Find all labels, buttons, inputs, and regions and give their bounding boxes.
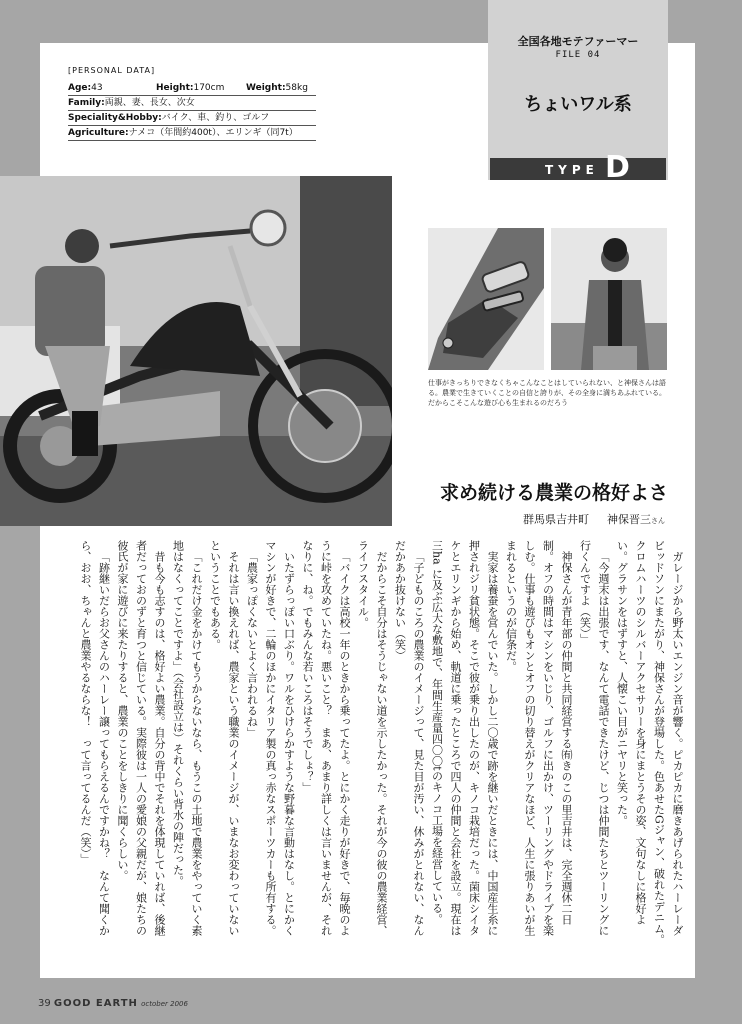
age-label: Age: — [68, 83, 92, 93]
agriculture-label: Agriculture: — [68, 128, 129, 138]
body-paragraph: 神保さんが青年部の仲間と共同経営する㈲きのこの里吉井は、完全週休二日制。オフの時間はマシンをいじり、ゴルフに出かけ、ツーリングやドライブを楽しむ。仕事も遊びもオンとオフの切り替えがクリアなほど、人生に張りあいが生まれるというのが信条だ。 — [504, 540, 573, 936]
category-title: ちょいワル系 — [524, 94, 632, 115]
motorcycle-photo-illustration — [0, 176, 392, 526]
page-footer — [38, 998, 188, 1009]
personal-data-row-hobby — [68, 111, 316, 126]
byline-name: 神保晋三 — [607, 513, 651, 526]
type-letter: D — [605, 150, 630, 185]
body-paragraph: 「跡継いだらお父さんのハーレー譲ってもらえるんですかね？ なんて聞くから、おお、ちゃんと農業やるならな！ って言ってるんだ（笑）」 — [79, 540, 111, 936]
byline-honorific: さん — [651, 517, 665, 525]
personal-data-row-family — [68, 96, 316, 111]
body-paragraph: 「子どものころの農業のイメージって、見た目が汚い、休みがとれない、なんだかあか抜けない（笑） — [393, 540, 425, 936]
main-photo-motorcycle — [0, 176, 392, 526]
article-headline: 求め続ける農業の格好よさ — [439, 482, 668, 504]
personal-data-row-body — [68, 81, 316, 96]
personal-data-row-agriculture — [68, 126, 316, 141]
magazine-name: GOOD EARTH — [53, 998, 138, 1009]
file-number: FILE 04 — [555, 50, 601, 60]
personal-data-box — [68, 66, 316, 141]
body-paragraph: 「これだけ金をかけてもうからないなら、もうこの土地で農業をやっていく素地はなくってことですよ」（会社設立は）それくらい背水の陣だった。 — [171, 540, 203, 936]
body-paragraph: 実家は養蚕を営んでいた。しかし二〇歳で跡を継いだときには、中国産生糸に押されジリ貧状態。そこで彼が乗り出したのが、キノコ栽培だった。菌床シイタケとエリンギから始め、軌道に乗ったところで四人の仲間と会社を設立。現在は三ha に及ぶ広大な敷地で、年間生産量四〇〇tのキノコ工場を経営している。 — [430, 540, 499, 936]
bracelet-photo-illustration — [428, 228, 544, 370]
body-paragraph: 「今週末は出張です、なんて電話できたけど、じつは仲間たちとツーリングに行くんですよ（笑）」 — [578, 540, 610, 936]
hobby-label: Speciality&Hobby: — [68, 113, 162, 123]
photo-caption: 仕事がきっちりできなくちゃこんなことはしていられない、と神保さんは語る。農業で生きていくことの自信と誇りが、その全身に満ちあふれている。だからこそこんな遊び心も生まれるのだろう — [428, 379, 666, 407]
height-value: 170cm — [193, 83, 225, 93]
age-value: 43 — [91, 83, 103, 93]
byline-location: 群馬県吉井町 — [523, 513, 589, 526]
hobby-value: バイク、車、釣り、ゴルフ — [161, 113, 270, 123]
body-paragraph: 「バイクは高校一年のときから乗ってたよ。とにかく走りが好きで、毎晩のように峠を攻めていたね。悪いこと？ まあ、あまり詳しくは言いませんが、それなりに、ね。でもみんな若いころはそうでしょ？」 — [301, 540, 351, 936]
body-paragraph: それは言い換えれば、農家という職業のイメージが、いまなお変わっていないということでもある。 — [208, 540, 240, 936]
series-name: 全国各地モテファーマー — [517, 35, 639, 48]
body-paragraph: 昔も今も志すのは、格好よい農業。自分の背中でそれを体現していれば、後継者だっておのずと育つと信じている。実際彼は一人の愛娘の父親だが、娘たちの彼氏が家に遊びに来たりすると、農業のことをしきりに聞くらしい。 — [116, 540, 166, 936]
personal-data-heading: [PERSONAL DATA] — [68, 66, 156, 75]
body-paragraph: 「農家っぽくないとよく言われるね」 — [245, 551, 259, 738]
weight-label: Weight: — [246, 83, 286, 93]
family-value: 両親、妻、長女、次女 — [104, 98, 195, 108]
byline-spacer — [593, 513, 604, 526]
body-paragraph: いたずらっぽい口ぶり。ワルをひけらかすような野暮な言動はなし。とにかくマシンが好きで、二輪のほかにイタリア製の真っ赤なスポーツカーも所有する。 — [264, 540, 296, 936]
body-paragraph: ガレージから野太いエンジン音が響く。ピカピカに磨きあげられたハーレーダビッドソンにまたがり、神保さんが登場した。色あせたGジャン、破れたデニム。クロムハーツのシルバーアクセサリーを身にまとうその姿、文句なしに格好よい。グラサンをはずすと、人懐こい目がニヤリと笑った。 — [615, 540, 684, 945]
agriculture-value: ナメコ（年間約400t）、エリンギ（同7t） — [128, 128, 298, 138]
body-paragraph: だからこそ自分はそうじゃない道を示したかった。それが今の彼の農業経営、ライフスタイル。 — [356, 540, 388, 936]
article-byline — [460, 511, 665, 527]
photo-bracelet-hand — [428, 228, 544, 370]
family-label: Family: — [68, 98, 105, 108]
height-label: Height: — [156, 83, 194, 93]
page-number: 39 — [38, 998, 51, 1009]
photo-portrait-standing — [551, 228, 667, 370]
portrait-photo-illustration — [551, 228, 667, 370]
article-body — [70, 540, 686, 945]
weight-value: 58kg — [285, 83, 308, 93]
issue-date: october 2006 — [141, 1000, 188, 1008]
type-label: TYPE — [545, 163, 599, 177]
